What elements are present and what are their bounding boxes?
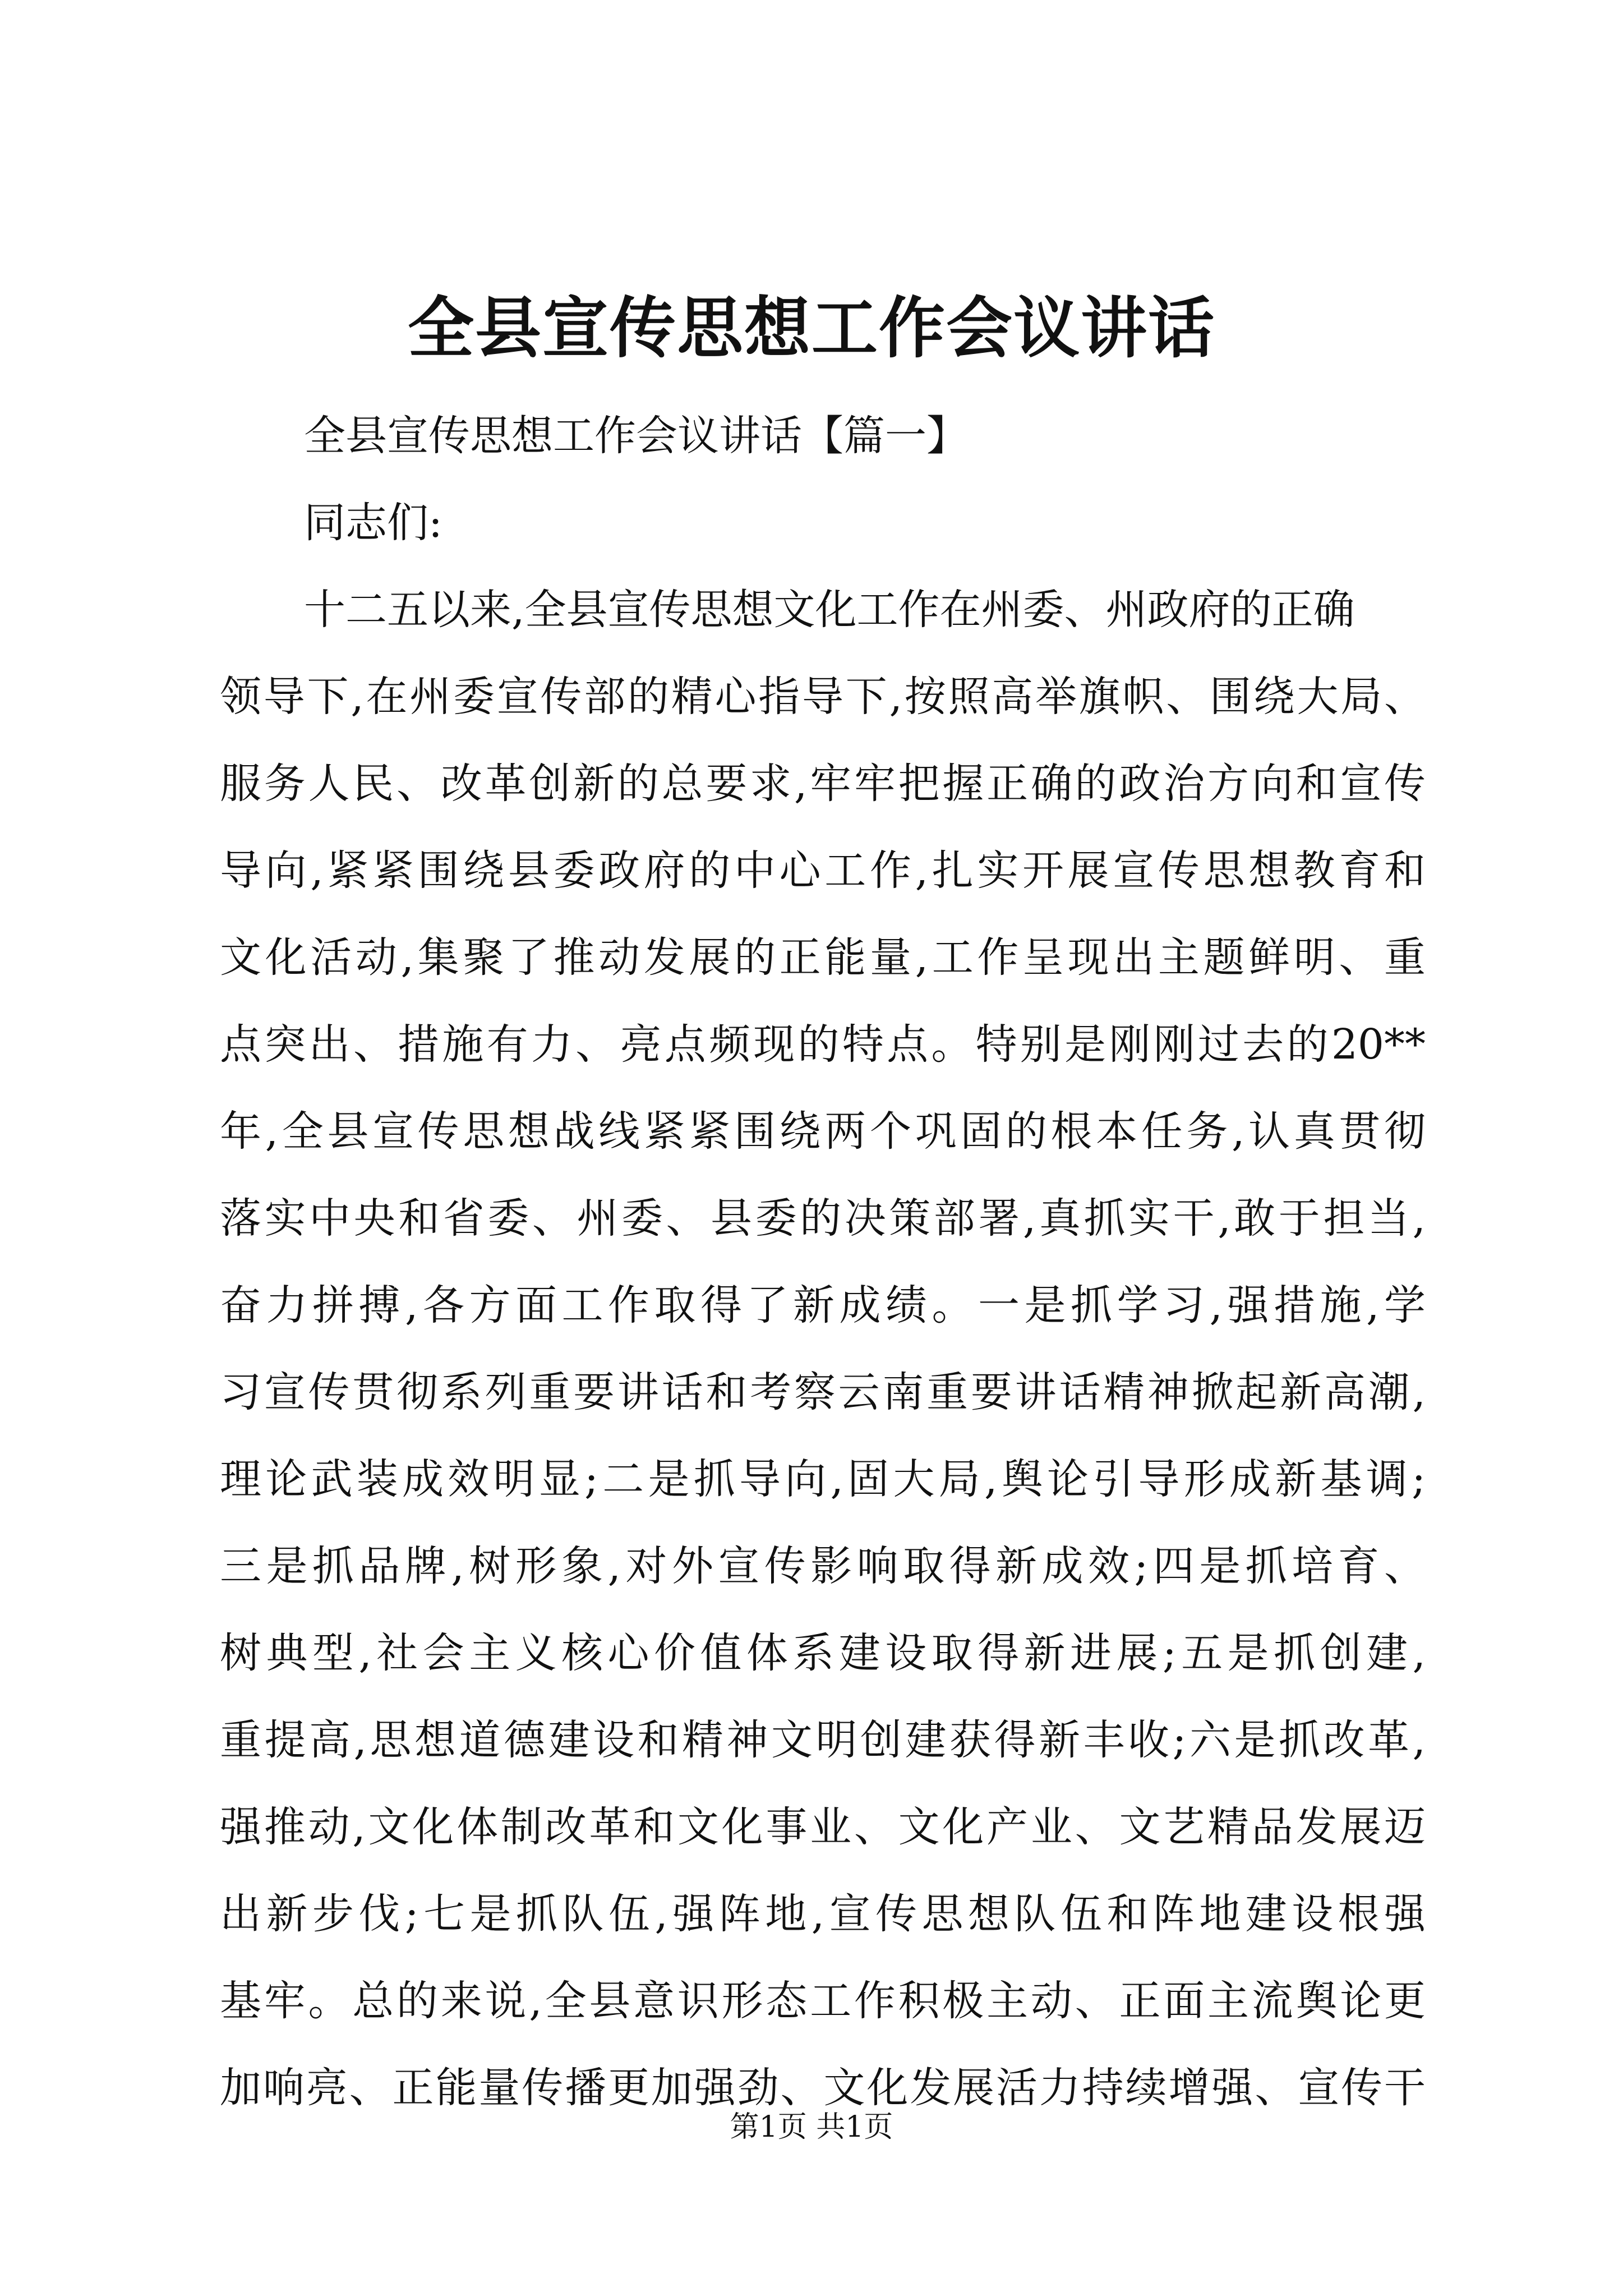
paragraph-line: 服务人民、改革创新的总要求,牢牢把握正确的政治方向和宣传: [220, 760, 1426, 808]
paragraph-line: 文化活动,集聚了推动发展的正能量,工作呈现出主题鲜明、重: [220, 933, 1426, 982]
paragraph-line: 三是抓品牌,树形象,对外宣传影响取得新成效;四是抓培育、: [220, 1542, 1426, 1590]
paragraph-line: 重提高,思想道德建设和精神文明创建获得新丰收;六是抓改革,: [220, 1716, 1426, 1764]
paragraph-line: 习宣传贯彻系列重要讲话和考察云南重要讲话精神掀起新高潮,: [220, 1368, 1426, 1416]
paragraph-line: 点突出、措施有力、亮点频现的特点。特别是刚刚过去的20**: [220, 1020, 1426, 1069]
paragraph-line: 加响亮、正能量传播更加强劲、文化发展活力持续增强、宣传干: [220, 2064, 1426, 2112]
paragraph-line: 领导下,在州委宣传部的精心指导下,按照高举旗帜、围绕大局、: [220, 673, 1426, 721]
paragraph-line: 十二五以来,全县宣传思想文化工作在州委、州政府的正确: [304, 586, 1355, 634]
paragraph-line: 导向,紧紧围绕县委政府的中心工作,扎实开展宣传思想教育和: [220, 846, 1426, 895]
paragraph-line: 奋力拼搏,各方面工作取得了新成绩。一是抓学习,强措施,学: [220, 1281, 1426, 1329]
paragraph-line: 强推动,文化体制改革和文化事业、文化产业、文艺精品发展迈: [220, 1803, 1426, 1851]
paragraph-line: 出新步伐;七是抓队伍,强阵地,宣传思想队伍和阵地建设根强: [220, 1890, 1426, 1938]
paragraph-line: 基牢。总的来说,全县意识形态工作积极主动、正面主流舆论更: [220, 1977, 1426, 2025]
paragraph-line: 理论武装成效明显;二是抓导向,固大局,舆论引导形成新基调;: [220, 1455, 1426, 1503]
page-footer: 第1页 共1页: [730, 2110, 893, 2144]
paragraph-line: 落实中央和省委、州委、县委的决策部署,真抓实干,敢于担当,: [220, 1194, 1426, 1243]
paragraph-line: 年,全县宣传思想战线紧紧围绕两个巩固的根本任务,认真贯彻: [220, 1107, 1426, 1156]
page-title: 全县宣传思想工作会议讲话: [407, 289, 1215, 367]
subtitle: 全县宣传思想工作会议讲话【篇一】: [304, 412, 968, 460]
document-body: [220, 393, 1426, 2132]
paragraph-line: 树典型,社会主义核心价值体系建设取得新进展;五是抓创建,: [220, 1629, 1426, 1677]
salutation: 同志们:: [304, 499, 442, 547]
